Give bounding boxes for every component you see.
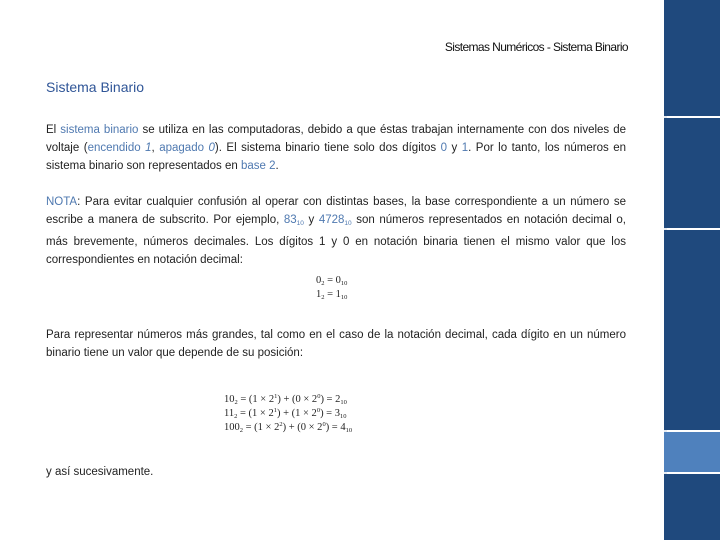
- sidebar-block-bottom: [664, 474, 720, 540]
- intro-paragraph: El sistema binario se utiliza en las computadoras, debido a que éstas trabajan internamente con dos niveles de voltaje (encendido 1, apagado 0). El sistema binario tiene solo dos dígitos 0 y 1. Por lo tanto, los números en sistema binario son representados en base 2.: [46, 124, 627, 172]
- keyword-digito-1: 1: [461, 142, 469, 154]
- keyword-sistema-binario: sistema binario: [60, 124, 139, 136]
- equation-row: $10_2 = (1 \times 2^1) + (0 \times 2^0) = 2_{10}$: [224, 393, 347, 406]
- section-title: Sistema Binario: [46, 79, 145, 95]
- equation-row: $1_2 = 1_{10}$: [316, 289, 348, 301]
- closing-text: y así sucesivamente.: [46, 466, 154, 478]
- sidebar-block-middle: [664, 230, 720, 430]
- slide-header-title: Sistemas Numéricos - Sistema Binario: [444, 40, 628, 54]
- equation-row: $0_2 = 0_{10}$: [316, 275, 348, 287]
- decorative-sidebar: [664, 0, 720, 540]
- keyword-digit-0: 0: [208, 142, 215, 154]
- keyword-apagado: apagado: [159, 142, 204, 154]
- example-number-4728: 4728: [318, 214, 345, 226]
- sidebar-block-accent: [664, 432, 720, 472]
- note-label: NOTA: [46, 196, 78, 208]
- equation-row: $11_2 = (1 \times 2^1) + (1 \times 2^0) = 3_{10}$: [224, 407, 347, 420]
- equation-block-positions: [224, 390, 352, 432]
- equation-block-digits: [316, 274, 347, 302]
- note-paragraph: NOTA: Para evitar cualquier confusión al operar con distintas bases, la base correspondiente a un número se escribe a manera de subscrito. Por ejemplo, $83_{10}$ y $4728_{10}$ son números representados en notación decimal o, más brevemente, números decimales. Los dígitos 1 y 0 en notación binaria tienen el mismo valor que los correspondientes en notación decimal:: [46, 196, 626, 266]
- keyword-base-2: base 2: [240, 160, 276, 172]
- sidebar-block-top: [664, 0, 720, 116]
- keyword-digito-0: 0: [440, 142, 447, 154]
- equation-row: $100_2 = (1 \times 2^2) + (0 \times 2^0) = 4_{10}$: [224, 421, 353, 434]
- keyword-digit-1: 1: [145, 142, 152, 154]
- example-number-83: 83: [283, 214, 297, 226]
- keyword-encendido: encendido: [87, 142, 141, 154]
- sidebar-block-upper: [664, 118, 720, 228]
- position-paragraph: Para representar números más grandes, tal como en el caso de la notación decimal, cada dígito en un número binario tiene un valor que depende de su posición:: [46, 329, 626, 359]
